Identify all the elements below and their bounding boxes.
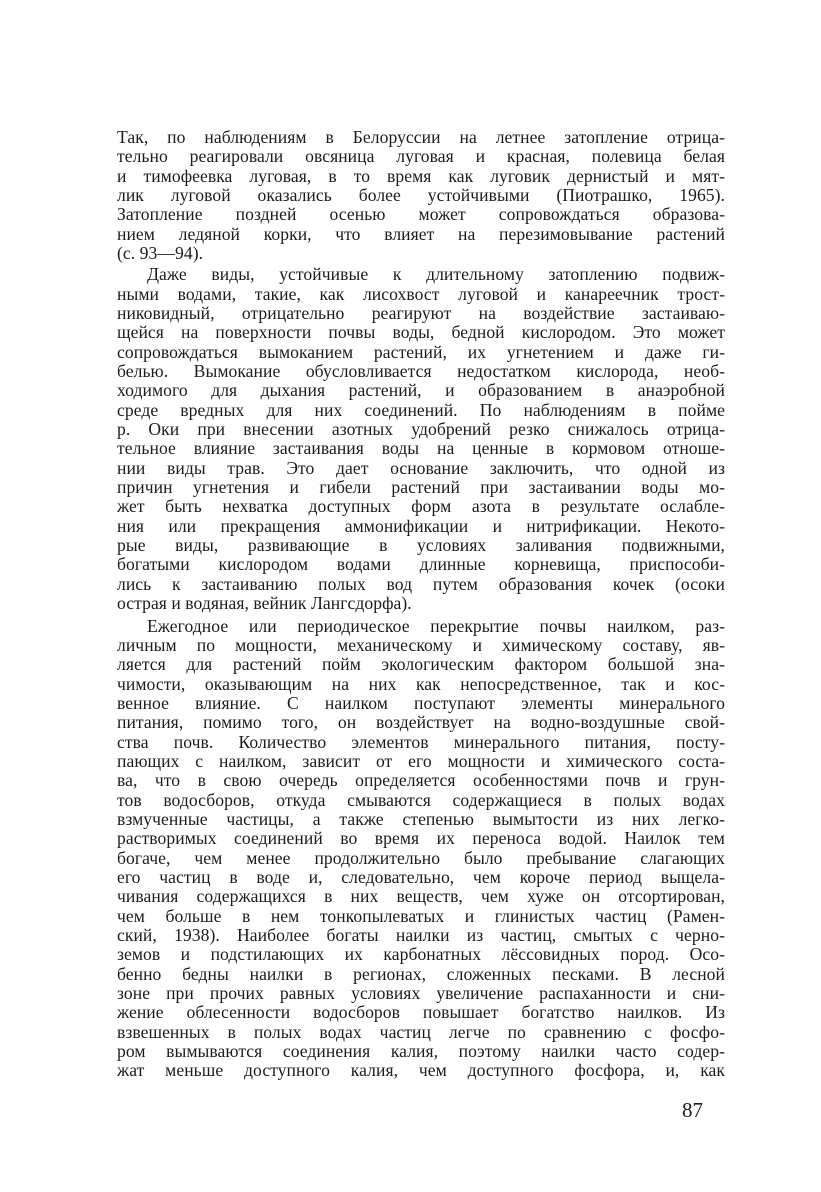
text-line: жат меньше доступного калия, чем доступного фосфора, и, как bbox=[117, 1060, 725, 1081]
text-line: чем больше в нем тонкопылеватых и глинистых частиц (Рамен- bbox=[117, 905, 725, 926]
page-number: 87 bbox=[682, 1098, 703, 1122]
body-text bbox=[117, 128, 725, 1081]
text-line: жет быть нехватка доступных форм азота в результате ослабле- bbox=[117, 496, 725, 517]
text-line: ходимого для дыхания растений, и образованием в анаэробной bbox=[117, 380, 725, 401]
text-line: личным по мощности, механическому и химическому составу, яв- bbox=[117, 634, 725, 655]
text-line: Даже виды, устойчивые к длительному затоплению подвиж- bbox=[147, 264, 725, 285]
text-line: растворимых соединений во время их переноса водой. Наилок тем bbox=[117, 828, 725, 849]
text-line: бенно бедны наилки в регионах, сложенных песками. В лесной bbox=[117, 963, 725, 984]
text-line: ляется для растений пойм экологическим фактором большой зна- bbox=[117, 654, 725, 675]
text-line: ром вымываются соединения калия, поэтому наилки часто содер- bbox=[117, 1041, 725, 1062]
text-line: ными водами, такие, как лисохвост луговой и канареечник трост- bbox=[117, 283, 725, 304]
paragraph bbox=[117, 128, 725, 263]
text-line: ства почв. Количество элементов минерального питания, посту- bbox=[117, 731, 725, 752]
text-line: (с. 93—94). bbox=[117, 243, 204, 264]
text-line: ния или прекращения аммонификации и нитрификации. Некото- bbox=[117, 515, 725, 536]
text-line: венное влияние. С наилком поступают элементы минерального bbox=[117, 692, 725, 713]
text-line: питания, помимо того, он воздействует на водно-воздушные свой- bbox=[117, 712, 725, 733]
text-line: нии виды трав. Это дает основание заключить, что одной из bbox=[117, 457, 725, 478]
text-line: среде вредных для них соединений. По наблюдениям в пойме bbox=[117, 399, 725, 420]
text-line: богаче, чем менее продолжительно было пребывание слагающих bbox=[117, 847, 725, 868]
text-line: ский, 1938). Наиболее богаты наилки из частиц, смытых с черно- bbox=[117, 925, 725, 946]
text-line: богатыми кислородом водами длинные корневища, приспособи- bbox=[117, 554, 725, 575]
text-line: причин угнетения и гибели растений при застаивании воды мо- bbox=[117, 476, 725, 497]
paragraph bbox=[117, 265, 725, 613]
text-line: жение облесенности водосборов повышает богатство наилков. Из bbox=[117, 1002, 725, 1023]
text-line: его частиц в воде и, следовательно, чем короче период выщела- bbox=[117, 867, 725, 888]
text-line: сопровождаться вымоканием растений, их угнетением и даже ги- bbox=[117, 341, 725, 362]
text-line: взвешенных в полых водах частиц легче по сравнению с фосфо- bbox=[117, 1021, 725, 1042]
text-line: р. Оки при внесении азотных удобрений резко снижалось отрица- bbox=[117, 418, 725, 439]
text-line: Ежегодное или периодическое перекрытие почвы наилком, раз- bbox=[147, 615, 725, 636]
text-line: никовидный, отрицательно реагируют на воздействие застаиваю- bbox=[117, 302, 725, 323]
text-line: тельное влияние застаивания воды на ценные в кормовом отноше- bbox=[117, 438, 725, 459]
text-line: нием ледяной корки, что влияет на перезимовывание растений bbox=[117, 223, 725, 244]
text-line: щейся на поверхности почвы воды, бедной кислородом. Это может bbox=[117, 322, 725, 343]
text-line: тов водосборов, откуда смываются содержащиеся в полых водах bbox=[117, 789, 725, 810]
text-line: взмученные частицы, а также степенью вымытости из них легко- bbox=[117, 809, 725, 830]
text-line: белью. Вымокание обусловливается недостатком кислорода, необ- bbox=[117, 360, 725, 381]
text-line: рые виды, развивающие в условиях заливания подвижными, bbox=[117, 535, 725, 556]
text-line: земов и подстилающих их карбонатных лёссовидных пород. Осо- bbox=[117, 944, 725, 965]
text-line: чимости, оказывающим на них как непосредственное, так и кос- bbox=[117, 673, 725, 694]
text-line: Затопление поздней осенью может сопровождаться образова- bbox=[117, 204, 725, 225]
text-line: острая и водяная, вейник Лангсдорфа). bbox=[117, 593, 412, 614]
text-line: чивания содержащихся в них веществ, чем хуже он отсортирован, bbox=[117, 886, 725, 907]
paragraph bbox=[117, 617, 725, 1081]
text-line: ва, что в свою очередь определяется особенностями почв и грун- bbox=[117, 770, 725, 791]
text-line: лись к застаиванию полых вод путем образования кочек (осоки bbox=[117, 573, 725, 594]
text-line: лик луговой оказались более устойчивыми (Пиотрашко, 1965). bbox=[117, 185, 725, 206]
text-line: Так, по наблюдениям в Белоруссии на летнее затопление отрица- bbox=[117, 127, 725, 147]
text-line: пающих с наилком, зависит от его мощности и химического соста- bbox=[117, 750, 725, 771]
text-line: зоне при прочих равных условиях увеличение распаханности и сни- bbox=[117, 983, 725, 1004]
text-line: и тимофеевка луговая, в то время как луговик дернистый и мят- bbox=[117, 165, 725, 186]
text-line: тельно реагировали овсяница луговая и красная, полевица белая bbox=[117, 146, 725, 167]
